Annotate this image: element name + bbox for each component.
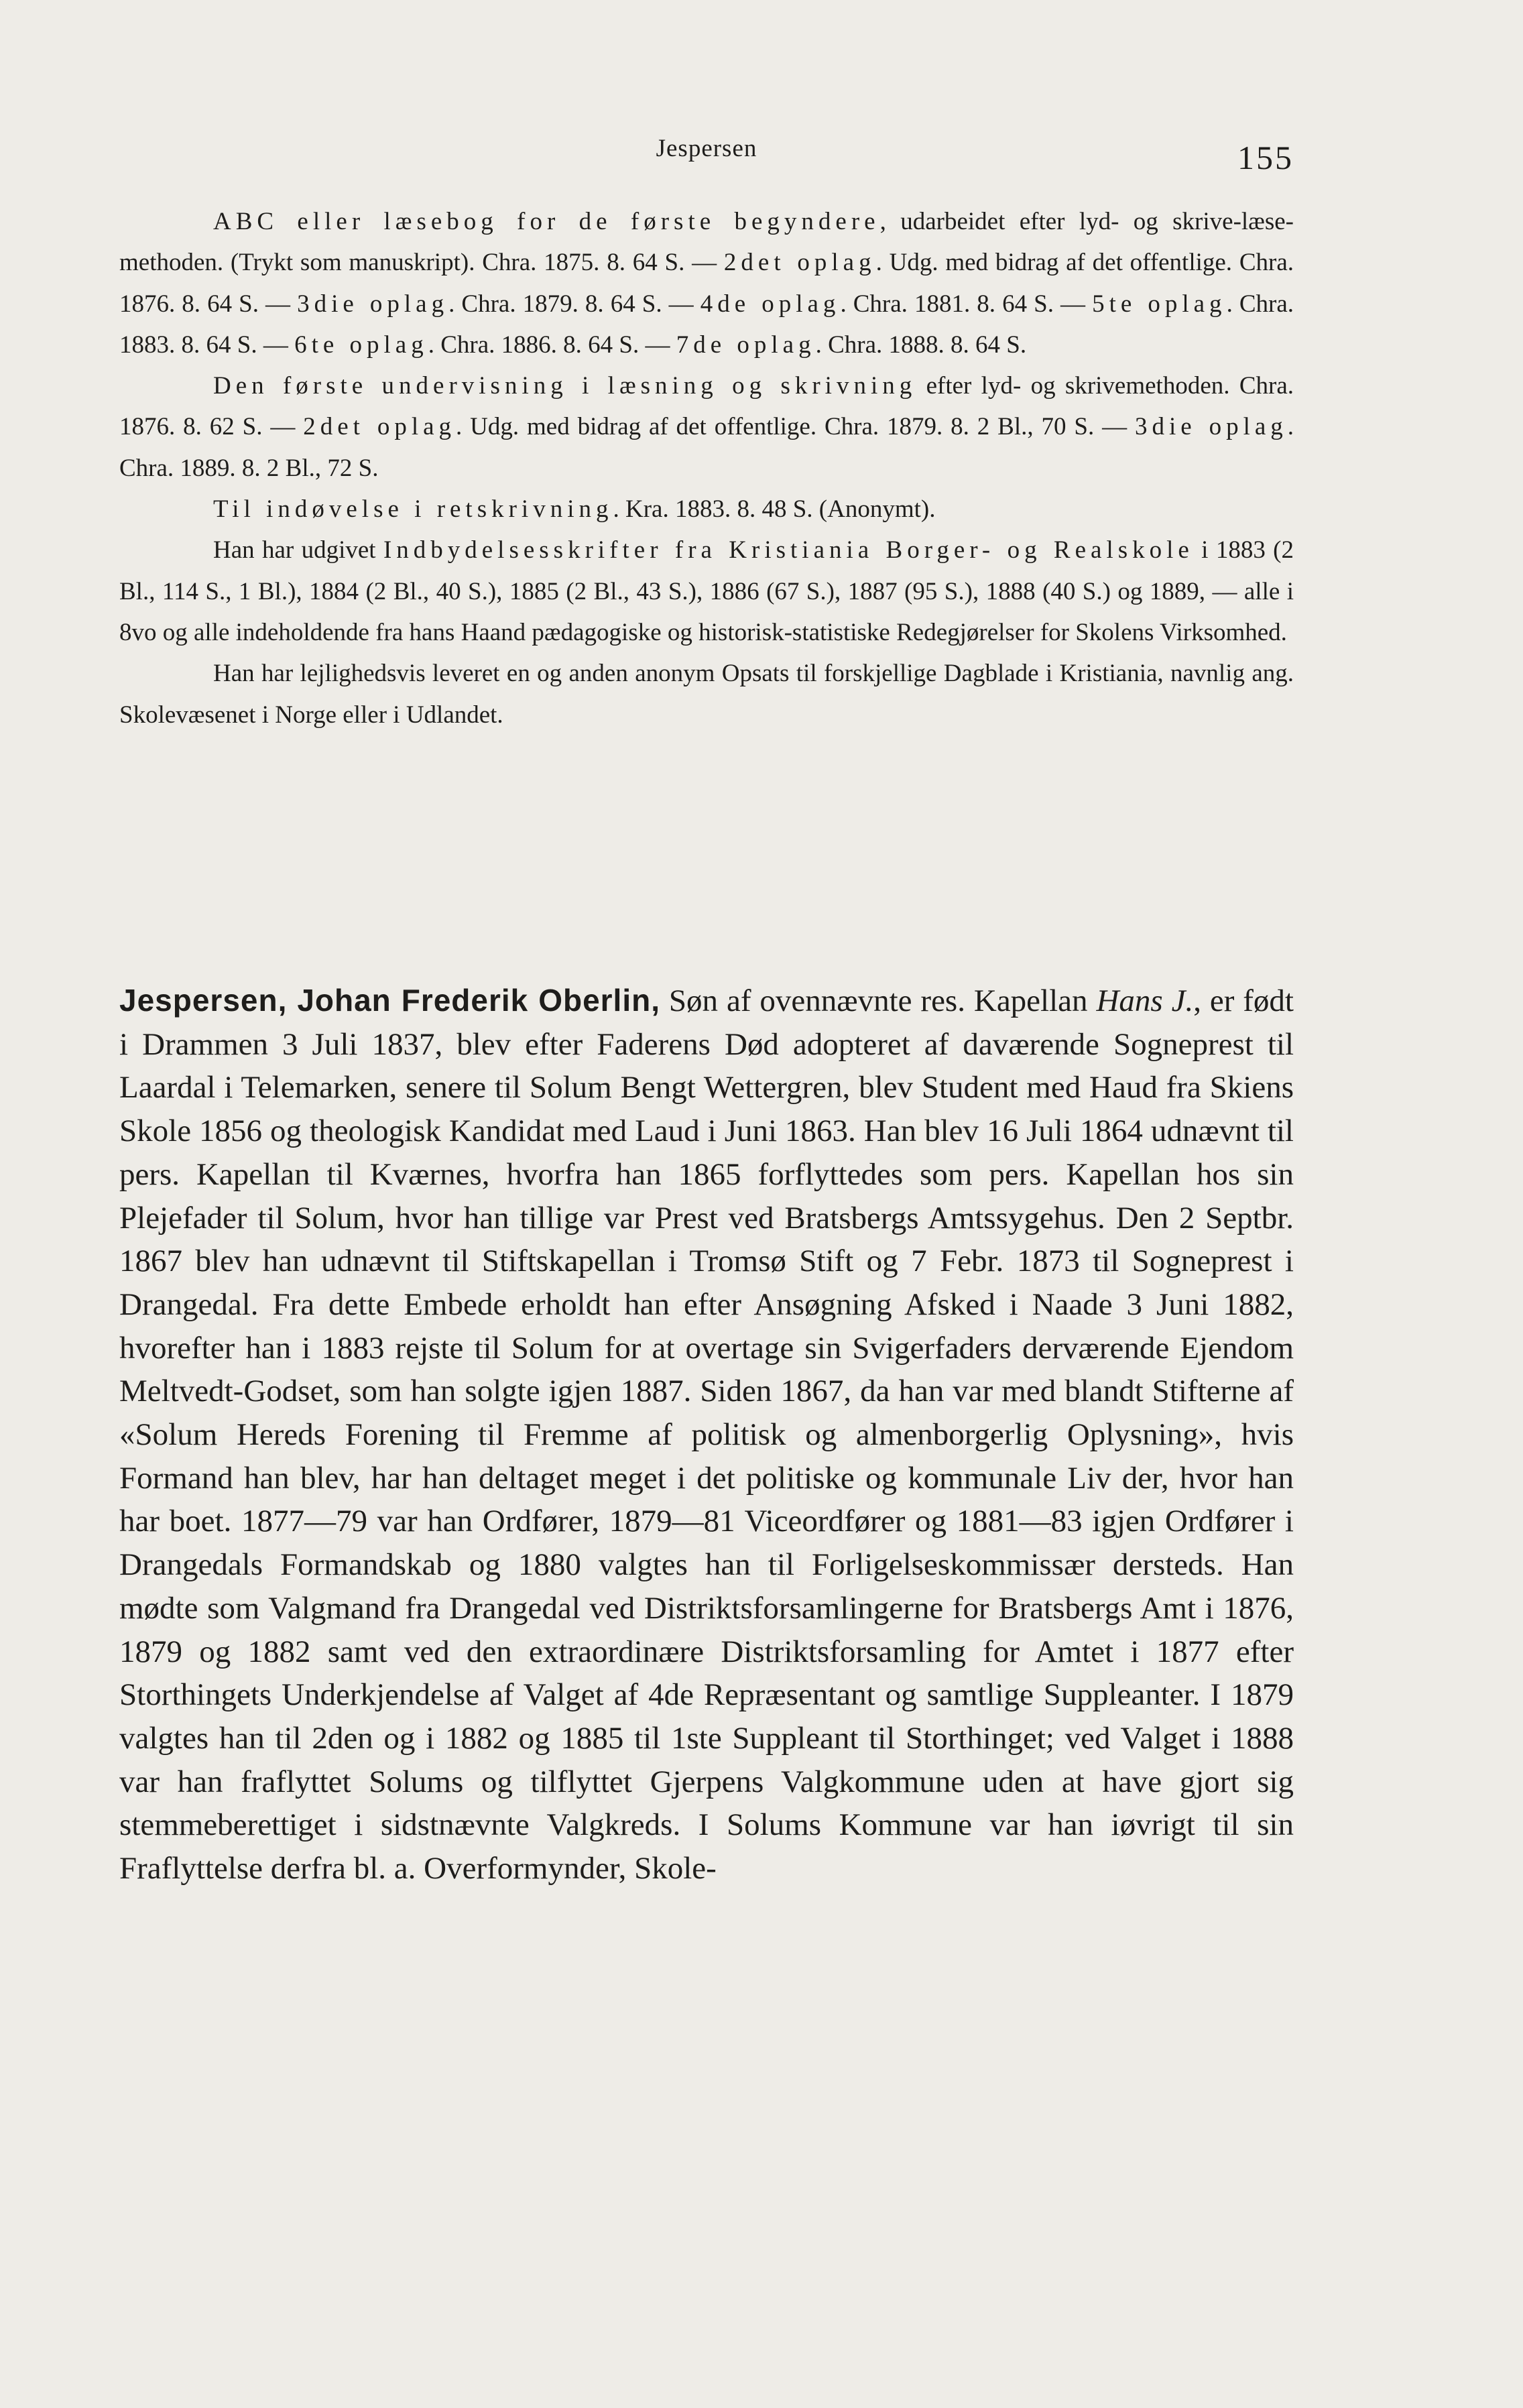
edition-label: 3die oplag	[297, 290, 449, 318]
entry-text: . Chra. 1888. 8. 64 S.	[815, 330, 1027, 359]
entry-text: . Kra. 1883. 8. 48 S. (Anonymt).	[613, 495, 936, 524]
biography-text: , er født i Drammen 3 Juli 1837, blev efter Faderens Død adopteret af daværende Sogneprest til Laardal i Telemarken, senere til Solum Bengt Wettergren, blev Student med Haud fra Skiens Skole 1856 og theologisk Kandidat med Laud i Juni 1863. Han blev 16 Juli 1864 udnævnt til pers. Kapellan til Kværnes, hvorfra han 1865 forflyttedes som pers. Kapellan hos sin Plejefader til Solum, hvor han tillige var Prest ved Bratsbergs Amtssygehus. Den 2 Septbr. 1867 blev han udnævnt til Stiftskapellan i Tromsø Stift og 7 Febr. 1873 til Sogneprest i Drangedal. Fra dette Embede erholdt han efter Ansøgning Afsked i Naade 3 Juni 1882, hvorefter han i 1883 rejste til Solum for at overtage sin Svigerfaders derværende Ejendom Meltvedt-Godset, som han solgte igjen 1887. Siden 1867, da han var med blandt Stifterne af «Solum Hereds Forening til Fremme af politisk og almenborgerlig Oplysning», hvis Formand han blev, har han deltaget meget i det politiske og kommunale Liv der, hvor han har boet. 1877—79 var han Ordfører, 1879—81 Viceordfører og 1881—83 igjen Ordfører i Drangedals Formandskab og 1880 valgtes han til Forligelseskommissær dersteds. Han mødte som Valgmand fra Drangedal ved Distriktsforsamlingerne for Bratsbergs Amt i 1876, 1879 og 1882 samt ved den extraordinære Distriktsforsamling for Amtet i 1877 efter Storthingets Underkjendelse af Valget af 4de Repræsentant og samtlige Suppleanter. I 1879 valgtes han til 2den og i 1882 og 1885 til 1ste Suppleant til Storthinget; ved Valget i 1888 var han fraflyttet Solums og tilflyttet Gjerpens Valgkommune uden at have gjort sig stemmeberettiget i sidstnævnte Valgkreds. I Solums Kommune var han iøvrigt til sin Fraflyttelse derfra bl. a. Overformynder, Skole-	[119, 983, 1294, 1886]
bibliography-entry-indbydelsesskrifter	[119, 530, 1294, 653]
entry-text: . Chra. 1883. 8. 64 S. —	[119, 290, 1294, 359]
biography-section	[119, 979, 1294, 1890]
bibliography-section	[119, 201, 1294, 735]
edition-label: 5te oplag	[1092, 290, 1227, 318]
biography-paragraph	[119, 979, 1294, 1890]
page-header	[119, 134, 1294, 188]
book-title: Indbydelsesskrifter fra Kristiania Borger- og Realskole	[383, 536, 1194, 564]
edition-label: 2det oplag	[303, 413, 456, 441]
entry-text: i 1883 (2 Bl., 114 S., 1 Bl.), 1884 (2 Bl., 40 S.), 1885 (2 Bl., 43 S.), 1886 (67 S.), 1887 (95 S.), 1888 (40 S.) og 1889, — alle i 8vo og alle indeholdende fra hans Haand pædagogiske og historisk-statistiske Redegjørelser for Skolens Virksomhed.	[119, 536, 1294, 646]
bibliography-entry-abc	[119, 201, 1294, 365]
edition-label: 2det oplag	[723, 249, 876, 277]
entry-text: . Chra. 1881. 8. 64 S. —	[840, 290, 1093, 318]
running-title: Jespersen	[656, 135, 757, 162]
biography-text: Søn af ovennævnte res. Kapellan	[660, 983, 1097, 1018]
page-number: 155	[1237, 139, 1294, 176]
entry-text: . Chra. 1886. 8. 64 S. —	[428, 330, 676, 359]
entry-text: , udarbeidet efter lyd- og skrive-læse-methoden. (Trykt som manuskript). Chra. 1875. 8. 64 S. —	[119, 208, 1294, 277]
book-title: Til indøvelse i retskrivning	[213, 495, 613, 524]
bibliography-entry-opsatser: Han har lejlighedsvis leveret en og anden anonym Opsats til forskjellige Dagblade i Kristiania, navnlig ang. Skolevæsenet i Norge eller i Udlandet.	[119, 660, 1294, 729]
entry-text: Han har udgivet	[213, 536, 383, 564]
edition-label: 7de oplag	[676, 330, 816, 359]
bibliography-entry-undervisning	[119, 365, 1294, 489]
entry-text: . Chra. 1889. 8. 2 Bl., 72 S.	[119, 413, 1294, 482]
edition-label: 6te oplag	[294, 330, 428, 359]
entry-text: . Udg. med bidrag af det offentlige. Chra. 1879. 8. 2 Bl., 70 S. —	[456, 413, 1135, 441]
edition-label: 4de oplag	[700, 290, 841, 318]
bibliography-entry-retskrivning	[119, 489, 1294, 530]
edition-label: 3die oplag	[1134, 413, 1288, 441]
book-title: ABC eller læsebog for de første begyndere	[213, 208, 880, 235]
father-name: Hans J.	[1096, 983, 1194, 1018]
entry-text: . Udg. med bidrag af det offentlige. Chra. 1876. 8. 64 S. —	[119, 249, 1294, 318]
entry-text: efter lyd- og skrivemethoden. Chra. 1876. 8. 62 S. —	[119, 372, 1294, 441]
entry-text: . Chra. 1879. 8. 64 S. —	[448, 290, 700, 318]
book-title: Den første undervisning i læsning og skrivning	[213, 372, 917, 400]
person-name: Jespersen, Johan Frederik Oberlin,	[119, 983, 660, 1018]
